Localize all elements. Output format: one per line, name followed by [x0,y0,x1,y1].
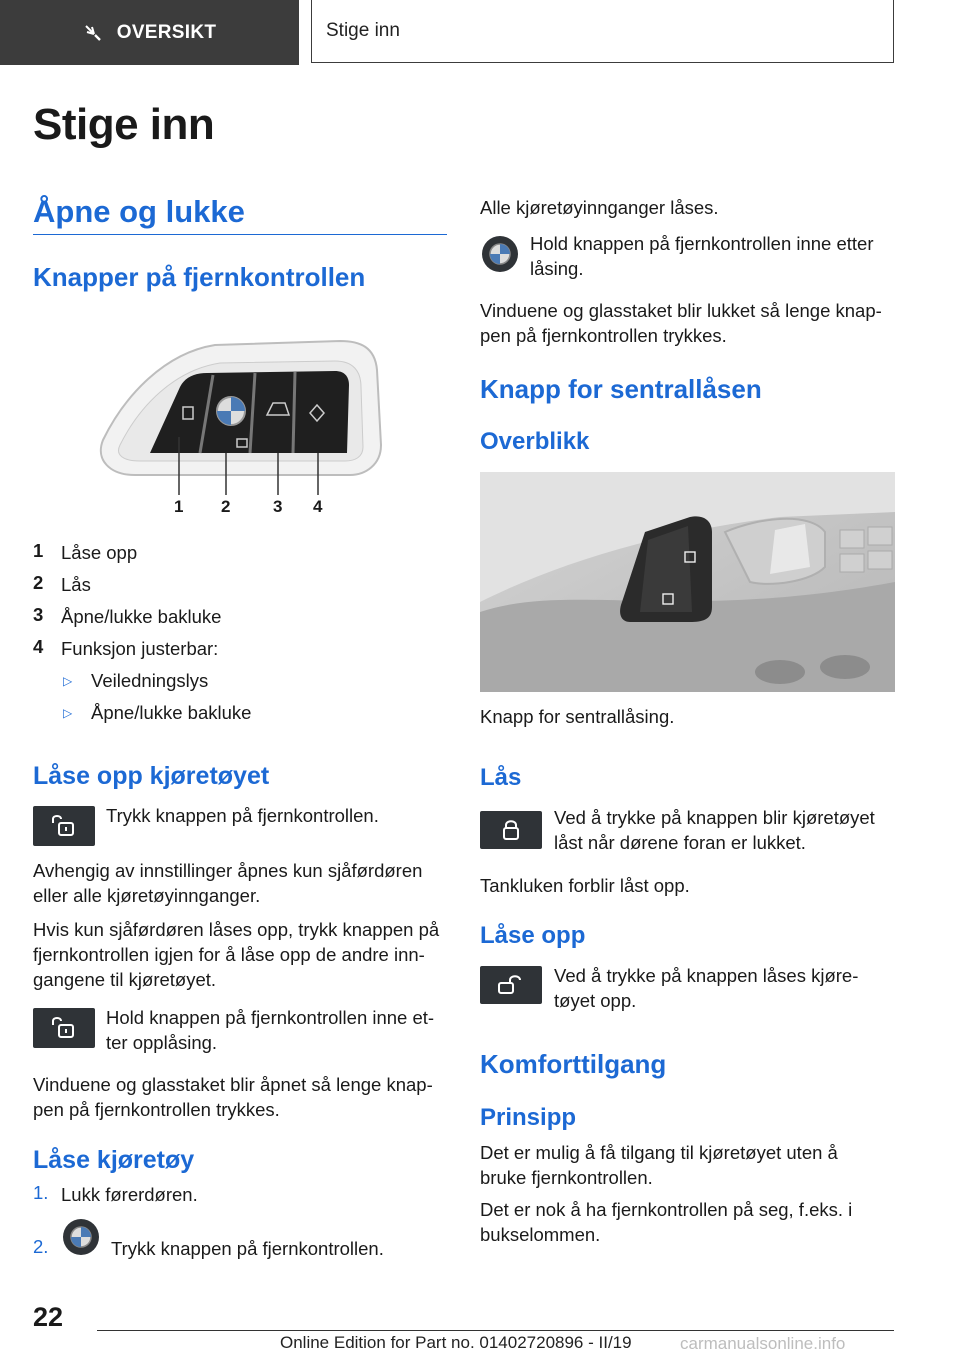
list-item [33,540,447,572]
heading-open-close: Åpne og lukke [33,194,245,229]
unlock-button-icon [480,966,542,1004]
photo-caption: Knapp for sentrallåsing. [480,706,675,727]
triangle-bullet-icon: ▷ [63,706,73,720]
unlock-button-icon [33,806,95,846]
callout-2: 2 [221,497,231,516]
all-locked-text: Alle kjøretøyinnganger låses. [480,197,719,218]
step-number: 1. [33,1182,49,1203]
unlock-paragraph-2b: fjernkontrollen igjen for å låse opp de andre inn- [33,944,425,965]
sparkle-icon [83,23,103,43]
sub-list-item [33,700,447,732]
lock-button-icon [480,811,542,849]
list-item-label: Åpne/lukke bakluke [61,606,222,627]
section-tab[interactable] [311,0,894,63]
key-fob-illustration [95,335,385,520]
list-item-label: Lås [61,574,91,595]
windows-open-b: pen på fjernkontrollen trykkes. [33,1099,280,1120]
sub-list-item [33,668,447,700]
unlock-paragraph-2c: gangene til kjøretøyet. [33,969,217,990]
lock-step [33,1182,198,1207]
windows-close-a: Vinduene og glasstaket blir lukket så lenge knap- [480,300,882,321]
unlock-paragraph-2a: Hvis kun sjåførdøren låses opp, trykk knappen på [33,919,440,940]
heading-buttons: Knapper på fjernkontrollen [33,262,366,292]
callout-4: 4 [313,497,323,516]
sub-list-label: Veiledningslys [91,670,209,691]
lock-text-b: låst når dørene foran er lukket. [554,832,806,853]
list-item-label: Funksjon justerbar: [61,638,219,659]
step-number: 2. [33,1236,49,1257]
page-number: 22 [33,1302,64,1332]
principle-p1a: Det er mulig å få tilgang til kjøretøyet uten å [480,1142,838,1163]
hold-lock-b: låsing. [530,258,584,279]
bmw-key-button-icon [480,234,520,274]
list-item [33,636,447,668]
heading-unlock: Låse opp [480,922,586,949]
heading-principle: Prinsipp [480,1104,577,1131]
heading-lock: Lås [480,764,522,791]
callout-3: 3 [273,497,283,516]
heading-lock-vehicle: Låse kjøretøy [33,1146,195,1174]
list-item [33,572,447,604]
tank-text: Tankluken forblir låst opp. [480,875,690,896]
hold-unlock-b: ter opplåsing. [106,1032,218,1053]
hold-lock-a: Hold knappen på fjernkontrollen inne etter [530,233,874,254]
step-text: Trykk knappen på fjernkontrollen. [111,1238,384,1259]
overview-label: OVERSIKT [116,21,217,43]
bmw-key-button-icon [61,1217,101,1257]
list-item-number: 2 [33,572,44,593]
list-item-number: 3 [33,604,44,625]
overview-tab[interactable] [0,0,299,65]
edition-text: Online Edition for Part no. 01402720896 - II/19 [280,1333,632,1352]
heading-unlock-vehicle: Låse opp kjøretøyet [33,762,270,790]
principle-p1b: bruke fjernkontrollen. [480,1167,653,1188]
principle-p2a: Det er nok å ha fjernkontrollen på seg, f.eks. i [480,1199,853,1220]
lock-text-a: Ved å trykke på knappen blir kjøretøyet [554,807,875,828]
list-item-number: 4 [33,636,44,657]
unlock-paragraph-1: Avhengig av innstillinger åpnes kun sjåførdøren eller alle kjøretøyinnganger. [33,860,423,906]
central-lock-photo [480,472,895,692]
unlock-text: Trykk knappen på fjernkontrollen. [106,805,379,826]
principle-p2b: bukselommen. [480,1224,601,1245]
list-item-label: Låse opp [61,542,138,563]
triangle-bullet-icon: ▷ [63,674,73,688]
footer-rule [97,1330,894,1331]
list-item-number: 1 [33,540,44,561]
unlock-text-a: Ved å trykke på knappen låses kjøre- [554,965,859,986]
windows-close-b: pen på fjernkontrollen trykkes. [480,325,727,346]
button-list [33,540,447,732]
heading-comfort-access: Komforttilgang [480,1049,667,1079]
windows-open-a: Vinduene og glasstaket blir åpnet så lenge knap- [33,1074,433,1095]
unlock-button-icon [33,1008,95,1048]
heading-overview: Overblikk [480,428,590,455]
section-label: Stige inn [326,20,400,41]
callout-1: 1 [174,497,184,516]
page-title: Stige inn [33,100,215,149]
unlock-text-b: tøyet opp. [554,990,637,1011]
step-text: Lukk førerdøren. [61,1184,198,1205]
watermark-text: carmanualsonline.info [680,1334,846,1353]
list-item [33,604,447,636]
sub-list-label: Åpne/lukke bakluke [91,702,252,723]
hold-unlock-a: Hold knappen på fjernkontrollen inne et- [106,1007,435,1028]
heading-rule [33,234,447,235]
heading-central-lock: Knapp for sentrallåsen [480,374,762,404]
